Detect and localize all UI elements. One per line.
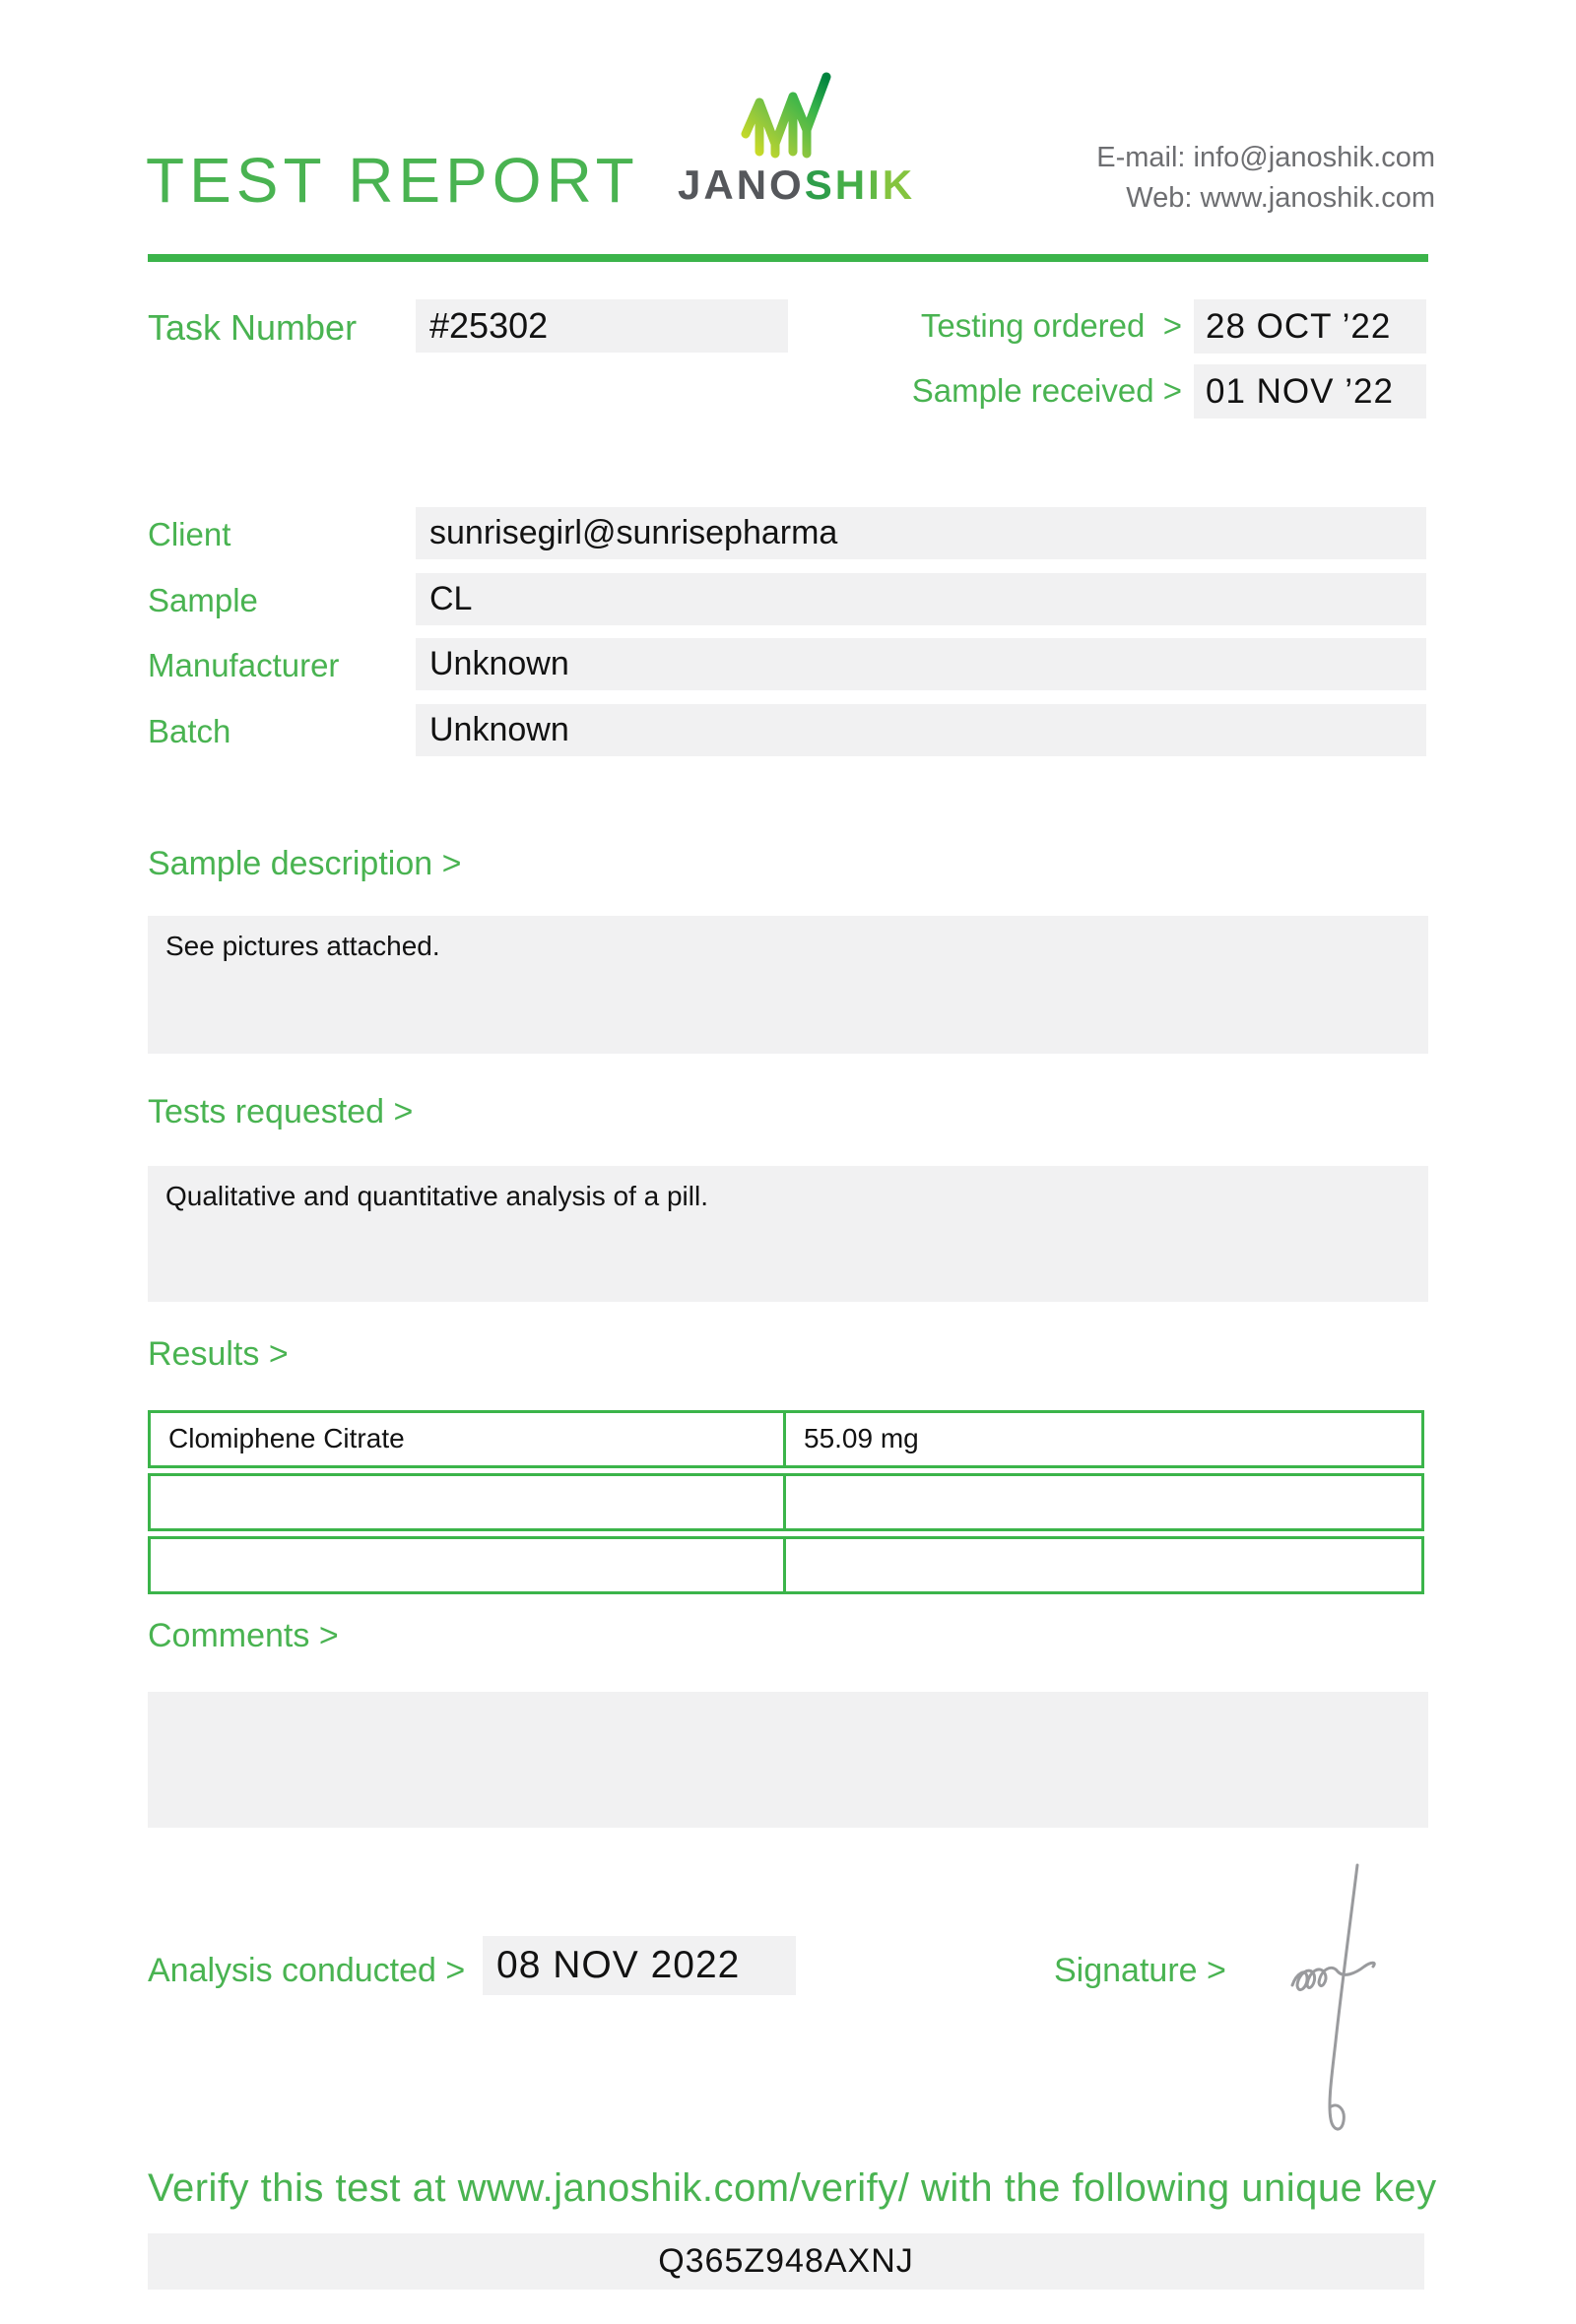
logo-shik-letter: H: [834, 161, 869, 208]
results-heading: Results >: [148, 1335, 289, 1373]
table-row: [148, 1536, 1424, 1594]
signature-scribble: [1263, 1859, 1411, 2145]
table-row: [148, 1473, 1424, 1531]
logo-jano-text: JANO: [678, 161, 805, 208]
trend-chart-icon: [736, 69, 852, 160]
janoshik-logo: [678, 69, 916, 209]
sample-received-value: 01 NOV ’22: [1194, 364, 1426, 419]
batch-value: Unknown: [416, 704, 1426, 756]
page-title: TEST REPORT: [146, 145, 639, 216]
results-table: [148, 1410, 1424, 1599]
analysis-conducted-label: Analysis conducted >: [148, 1952, 466, 1989]
task-number-value: #25302: [416, 299, 788, 353]
result-analyte-cell: Clomiphene Citrate: [151, 1413, 786, 1465]
comments-box: [148, 1692, 1428, 1828]
result-amount-cell: [786, 1476, 1421, 1528]
result-amount-cell: 55.09 mg: [804, 1423, 919, 1453]
contact-info: [1096, 138, 1435, 219]
verify-instruction: Verify this test at www.janoshik.com/verify/ with the following unique key: [148, 2166, 1437, 2210]
table-row: [148, 1410, 1424, 1468]
manufacturer-value: Unknown: [416, 638, 1426, 690]
sample-description-text: See pictures attached.: [165, 931, 440, 961]
analysis-date-value: 08 NOV 2022: [483, 1936, 796, 1995]
sample-description-box: [148, 916, 1428, 1054]
tests-requested-box: [148, 1166, 1428, 1302]
logo-wordmark: [678, 161, 916, 209]
chevron-right-icon: >: [1162, 372, 1182, 409]
logo-shik-letter: K: [882, 161, 916, 208]
contact-email: E-mail: info@janoshik.com: [1096, 142, 1435, 173]
sample-value: CL: [416, 573, 1426, 625]
sample-label: Sample: [148, 582, 258, 618]
header-divider: [148, 254, 1428, 262]
result-amount-cell: [786, 1539, 1421, 1591]
sample-received-label: Sample received >: [911, 372, 1182, 409]
result-analyte-cell: [151, 1476, 786, 1528]
testing-ordered-value: 28 OCT ’22: [1194, 299, 1426, 354]
batch-label: Batch: [148, 713, 231, 749]
logo-shik-letter: I: [868, 161, 883, 208]
comments-heading: Comments >: [148, 1617, 339, 1654]
testing-ordered-label: Testing ordered >: [920, 307, 1182, 344]
logo-shik-letter: S: [804, 161, 835, 208]
result-analyte-cell: [151, 1539, 786, 1591]
client-value: sunrisegirl@sunrisepharma: [416, 507, 1426, 559]
signature-label: Signature >: [1054, 1952, 1226, 1989]
contact-web: Web: www.janoshik.com: [1126, 182, 1435, 214]
tests-requested-text: Qualitative and quantitative analysis of a pill.: [165, 1181, 708, 1211]
tests-requested-heading: Tests requested >: [148, 1093, 414, 1130]
task-number-label: Task Number: [148, 307, 358, 348]
verify-key: Q365Z948AXNJ: [148, 2233, 1424, 2290]
chevron-right-icon: >: [1162, 307, 1182, 344]
sample-description-heading: Sample description >: [148, 845, 462, 882]
client-label: Client: [148, 516, 231, 552]
manufacturer-label: Manufacturer: [148, 647, 340, 683]
